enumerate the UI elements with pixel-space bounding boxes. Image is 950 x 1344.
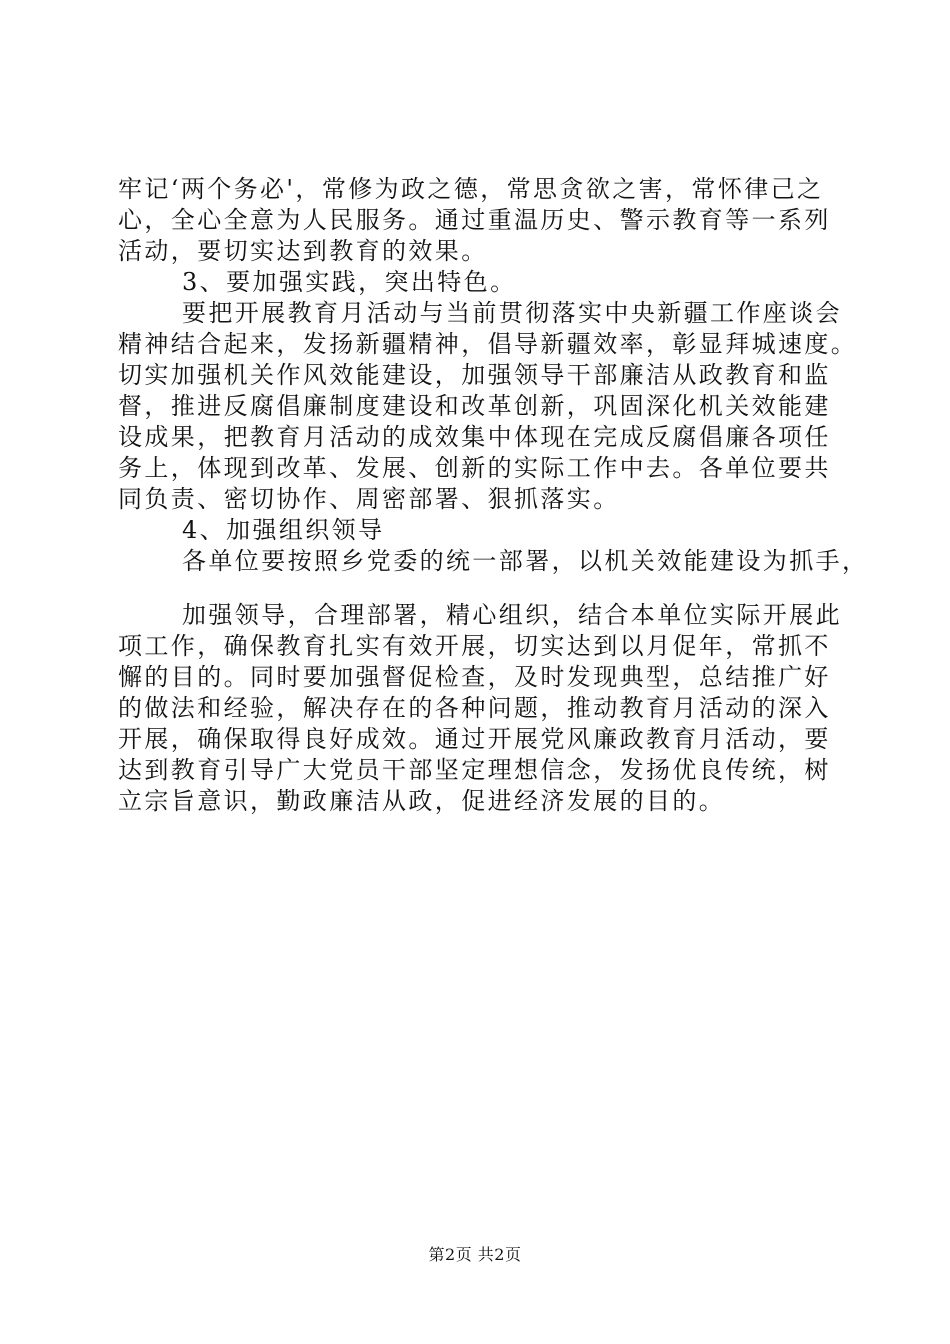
- text-line: 心，全心全意为人民服务。通过重温历史、警示教育等一系列: [118, 206, 831, 234]
- text-line: 督，推进反腐倡廉制度建设和改革创新，巩固深化机关效能建: [118, 392, 831, 420]
- text-line: 设成果，把教育月活动的成效集中体现在完成反腐倡廉各项任: [118, 423, 831, 451]
- body-text-block-2: [118, 600, 842, 817]
- body-text-block-1: [118, 174, 869, 577]
- section-heading-3: 3、要加强实践，突出特色。: [182, 268, 517, 296]
- text-line: 切实加强机关作风效能建设，加强领导干部廉洁从政教育和监: [118, 361, 831, 389]
- text-line: 立宗旨意识，勤政廉洁从政，促进经济发展的目的。: [118, 787, 726, 815]
- text-line: 牢记‘两个务必'，常修为政之德，常思贪欲之害，常怀律己之: [118, 175, 824, 203]
- text-line: 务上，体现到改革、发展、创新的实际工作中去。各单位要共: [118, 454, 831, 482]
- page-number-footer: 第2页 共2页: [428, 1245, 522, 1264]
- text-line: 达到教育引导广大党员干部坚定理想信念，发扬优良传统，树: [118, 756, 831, 784]
- text-line: 加强领导，合理部署，精心组织，结合本单位实际开展此: [182, 601, 842, 629]
- text-line: 要把开展教育月活动与当前贯彻落实中央新疆工作座谈会: [182, 299, 842, 327]
- text-line: 的做法和经验，解决存在的各种问题，推动教育月活动的深入: [118, 694, 831, 722]
- text-line: 各单位要按照乡党委的统一部署，以机关效能建设为抓手，: [182, 547, 869, 575]
- text-line: 项工作，确保教育扎实有效开展，切实达到以月促年，常抓不: [118, 632, 831, 660]
- text-line: 精神结合起来，发扬新疆精神，倡导新疆效率，彰显拜城速度。: [118, 330, 858, 358]
- text-line: 懈的目的。同时要加强督促检查，及时发现典型，总结推广好: [118, 663, 831, 691]
- text-line: 活动，要切实达到教育的效果。: [118, 237, 488, 265]
- text-line: 同负责、密切协作、周密部署、狠抓落实。: [118, 485, 620, 513]
- section-heading-4: 4、加强组织领导: [182, 516, 385, 544]
- text-line: 开展，确保取得良好成效。通过开展党风廉政教育月活动，要: [118, 725, 831, 753]
